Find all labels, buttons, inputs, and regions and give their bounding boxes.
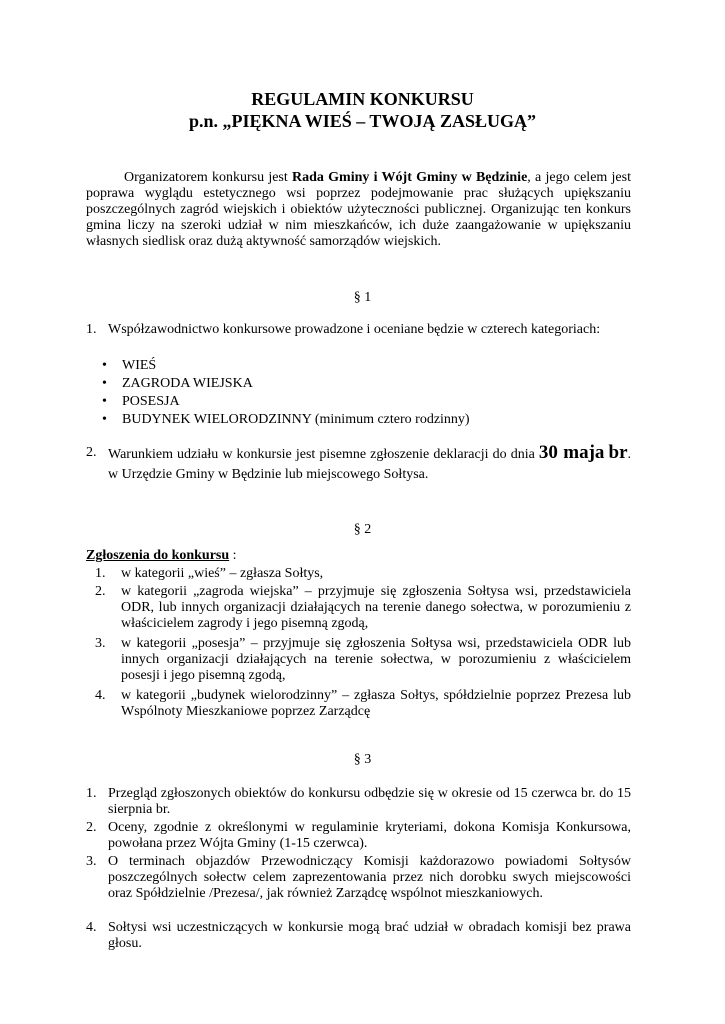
s2-item-4 bbox=[95, 688, 631, 720]
s1-item-2-number: 2. bbox=[86, 445, 97, 460]
s3-item-text: Oceny, zgodnie z określonymi w regulaminie kryteriami, dokona Komisja Konkursowa, powołana przez Wójta Gminy (1-15 czerwca). bbox=[108, 820, 631, 851]
category-label: WIEŚ bbox=[122, 358, 157, 373]
section-2-heading: § 2 bbox=[353, 522, 372, 537]
section-1-heading: § 1 bbox=[353, 290, 372, 305]
intro-text-start: Organizatorem konkursu jest bbox=[124, 170, 293, 185]
submissions-heading bbox=[86, 548, 237, 564]
organizer-name: Rada Gminy i Wójt Gminy w Będzinie bbox=[292, 170, 528, 185]
s2-item-text: w kategorii „budynek wielorodzinny” – zgłasza Sołtys, spółdzielnie poprzez Prezesa lub Wspólnoty Mieszkaniowe poprzez Zarządcę bbox=[121, 688, 631, 719]
document-title: REGULAMIN KONKURSU bbox=[251, 89, 474, 109]
s1-item-2 bbox=[86, 443, 631, 485]
s2-item-2 bbox=[95, 584, 631, 632]
s2-item-3 bbox=[95, 636, 631, 684]
s2-item-number: 4. bbox=[95, 688, 106, 703]
s3-item-number: 4. bbox=[86, 920, 97, 935]
s3-item-number: 2. bbox=[86, 820, 97, 835]
s3-item-text: Sołtysi wsi uczestniczących w konkursie mogą brać udział w obradach komisji bez prawa głosu. bbox=[108, 920, 631, 951]
bullet-icon: • bbox=[102, 358, 107, 373]
s3-item-number: 1. bbox=[86, 786, 97, 801]
s1-item-2-text-a: Warunkiem udziału w konkursie jest pisemne zgłoszenie deklaracji do dnia bbox=[108, 447, 539, 462]
s2-item-number: 1. bbox=[95, 566, 106, 581]
list-item bbox=[100, 394, 470, 412]
deadline-date: 30 maja bbox=[538, 442, 605, 463]
category-label: POSESJA bbox=[122, 394, 180, 409]
s2-item-1 bbox=[95, 566, 631, 582]
section-3-heading: § 3 bbox=[353, 752, 372, 767]
submissions-title-suffix: : bbox=[229, 548, 237, 563]
s2-item-text: w kategorii „wieś” – zgłasza Sołtys, bbox=[121, 566, 324, 581]
category-label: BUDYNEK WIELORODZINNY (minimum cztero rodzinny) bbox=[122, 412, 470, 427]
bullet-icon: • bbox=[102, 394, 107, 409]
s2-item-number: 2. bbox=[95, 584, 106, 599]
bullet-icon: • bbox=[102, 376, 107, 391]
list-item bbox=[100, 412, 470, 430]
s1-item-1-text: Współzawodnictwo konkursowe prowadzone i oceniane będzie w czterech kategoriach: bbox=[108, 322, 601, 337]
s2-item-text: w kategorii „posesja” – przyjmuje się zgłoszenia Sołtysa wsi, przedstawiciela ODR lub innych organizacji działających na terenie sołectwa, w porozumieniu z właścicielem posesji i jego pisemną zgodą, bbox=[121, 636, 631, 683]
list-item bbox=[100, 376, 470, 394]
s1-item-2-text-b: . w Urzędzie Gminy w Będzinie lub miejscowego Sołtysa. bbox=[108, 447, 631, 482]
intro-text-rest: , a jego celem jest poprawa wyglądu estetycznego wsi poprzez podejmowanie prac służących upiększaniu poszczególnych zagród wiejskich i obiektów użyteczności publicznej. Organizując ten konkurs gmina liczy na szeroki udział w nim mieszkańców, ich duże zaangażowanie w upiększaniu własnych siedlisk oraz dużą aktywność samorządów wiejskich. bbox=[86, 170, 631, 249]
s2-item-number: 3. bbox=[95, 636, 106, 651]
s3-item-3 bbox=[86, 854, 631, 902]
s1-item-1-number: 1. bbox=[86, 322, 97, 337]
s1-item-2-text bbox=[108, 443, 631, 485]
s3-item-text: O terminach objazdów Przewodniczący Komisji każdorazowo powiadomi Sołtysów poszczególnych sołectw celem zaprezentowania przez nich dorobku swych miejscowości oraz Spółdzielnie /Prezesa/, jak również Zarządcę wspólnot mieszkaniowych. bbox=[108, 854, 631, 901]
category-list bbox=[100, 358, 470, 430]
s1-item-1 bbox=[86, 322, 631, 338]
s3-item-2 bbox=[86, 820, 631, 852]
intro-paragraph bbox=[86, 170, 631, 250]
deadline-year: br bbox=[608, 442, 628, 463]
s3-item-text: Przegląd zgłoszonych obiektów do konkursu odbędzie się w okresie od 15 czerwca br. do 15 sierpnia br. bbox=[108, 786, 631, 817]
list-item bbox=[100, 358, 470, 376]
s2-item-text: w kategorii „zagroda wiejska” – przyjmuje się zgłoszenia Sołtysa wsi, przedstawiciela ODR, lub innych organizacji działających na terenie danego sołectwa, w porozumieniu z właścicielem zagrody i jego pisemną zgodą, bbox=[121, 584, 631, 631]
s3-item-4 bbox=[86, 920, 631, 952]
submissions-title: Zgłoszenia do konkursu bbox=[86, 548, 230, 563]
s3-item-1 bbox=[86, 786, 631, 818]
s3-item-number: 3. bbox=[86, 854, 97, 869]
document-subtitle: p.n. „PIĘKNA WIEŚ – TWOJĄ ZASŁUGĄ” bbox=[189, 111, 536, 131]
bullet-icon: • bbox=[102, 412, 107, 427]
category-label: ZAGRODA WIEJSKA bbox=[122, 376, 253, 391]
